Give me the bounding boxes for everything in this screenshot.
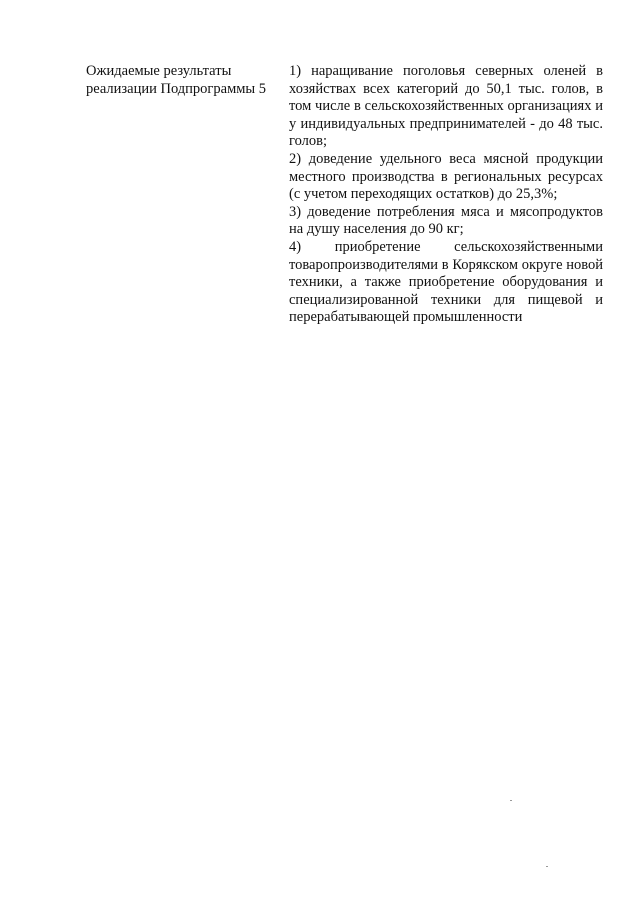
result-item-3: 3) доведение потребления мяса и мясопродуктов на душу населения до 90 кг; [289, 203, 603, 238]
label-line-1: Ожидаемые результаты [86, 63, 232, 79]
scan-speck [510, 800, 512, 801]
result-item-2: 2) доведение удельного веса мясной продукции местного производства в региональных ресурсах (с учетом переходящих остатков) до 25,3%; [289, 150, 603, 203]
results-column [289, 63, 603, 327]
label-line-2: реализации Подпрограммы 5 [86, 80, 267, 97]
result-item-4: 4) приобретение сельскохозяйственными товаропроизводителями в Корякском округе новой техники, а также приобретение оборудования и специализированной техники для пищевой и перерабатывающей промышленности [289, 238, 603, 326]
result-item-1: 1) наращивание поголовья северных оленей в хозяйствах всех категорий до 50,1 тыс. голов, в том числе в сельскохозяйственных организациях и у индивидуальных предпринимателей - до 48 тыс. голов; [289, 63, 603, 150]
label-column [86, 63, 276, 98]
scan-speck [546, 866, 548, 867]
